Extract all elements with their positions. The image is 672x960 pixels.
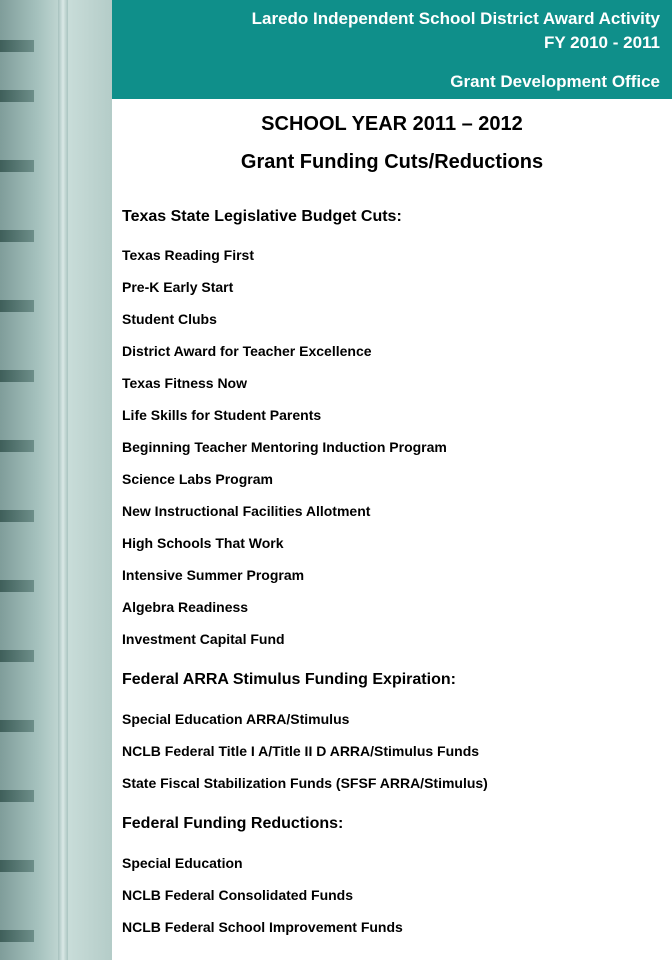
- panel-strip: [0, 160, 34, 172]
- list-item: High Schools That Work: [122, 535, 284, 551]
- panel-strip: [0, 300, 34, 312]
- panel-strip: [0, 40, 34, 52]
- list-item: Special Education ARRA/Stimulus: [122, 711, 350, 727]
- panel-strip: [0, 860, 34, 872]
- list-item: Pre-K Early Start: [122, 279, 234, 295]
- list-item: Beginning Teacher Mentoring Induction Program: [122, 439, 447, 455]
- district-title: Laredo Independent School District Award Activity: [251, 9, 660, 28]
- list-item: Texas Reading First: [122, 247, 255, 263]
- panel-strip: [0, 650, 34, 662]
- list-item: Special Education: [122, 855, 243, 871]
- list-item: Science Labs Program: [122, 471, 273, 487]
- panel-strip: [0, 230, 34, 242]
- list-item: Investment Capital Fund: [122, 631, 285, 647]
- panel-strip: [0, 440, 34, 452]
- panel-groove: [58, 0, 68, 960]
- list-item: Algebra Readiness: [122, 599, 249, 615]
- header-banner: [112, 0, 672, 99]
- section-heading-arra: Federal ARRA Stimulus Funding Expiration:: [122, 671, 456, 688]
- panel-strip: [0, 790, 34, 802]
- panel-strip: [0, 370, 34, 382]
- section-heading-federal: Federal Funding Reductions:: [122, 815, 344, 832]
- list-item: District Award for Teacher Excellence: [122, 343, 372, 359]
- panel-strip: [0, 90, 34, 102]
- list-item: New Instructional Facilities Allotment: [122, 503, 371, 519]
- fiscal-year: FY 2010 - 2011: [544, 33, 660, 52]
- list-item: Student Clubs: [122, 311, 217, 327]
- decorative-side-panel: [0, 0, 112, 960]
- office-name: Grant Development Office: [450, 72, 660, 91]
- panel-strip: [0, 930, 34, 942]
- page-title: Grant Funding Cuts/Reductions: [240, 151, 544, 173]
- list-item: Intensive Summer Program: [122, 567, 305, 583]
- list-item: NCLB Federal School Improvement Funds: [122, 919, 403, 935]
- list-item: NCLB Federal Title I A/Title II D ARRA/Stimulus Funds: [122, 743, 480, 759]
- panel-strip: [0, 510, 34, 522]
- list-item: NCLB Federal Consolidated Funds: [122, 887, 354, 903]
- school-year-heading: SCHOOL YEAR 2011 – 2012: [261, 113, 523, 135]
- list-item: Life Skills for Student Parents: [122, 407, 322, 423]
- list-item: Texas Fitness Now: [122, 375, 248, 391]
- panel-strip: [0, 580, 34, 592]
- section-heading-state: Texas State Legislative Budget Cuts:: [122, 208, 402, 225]
- panel-strip: [0, 720, 34, 732]
- list-item: State Fiscal Stabilization Funds (SFSF ARRA/Stimulus): [122, 775, 488, 791]
